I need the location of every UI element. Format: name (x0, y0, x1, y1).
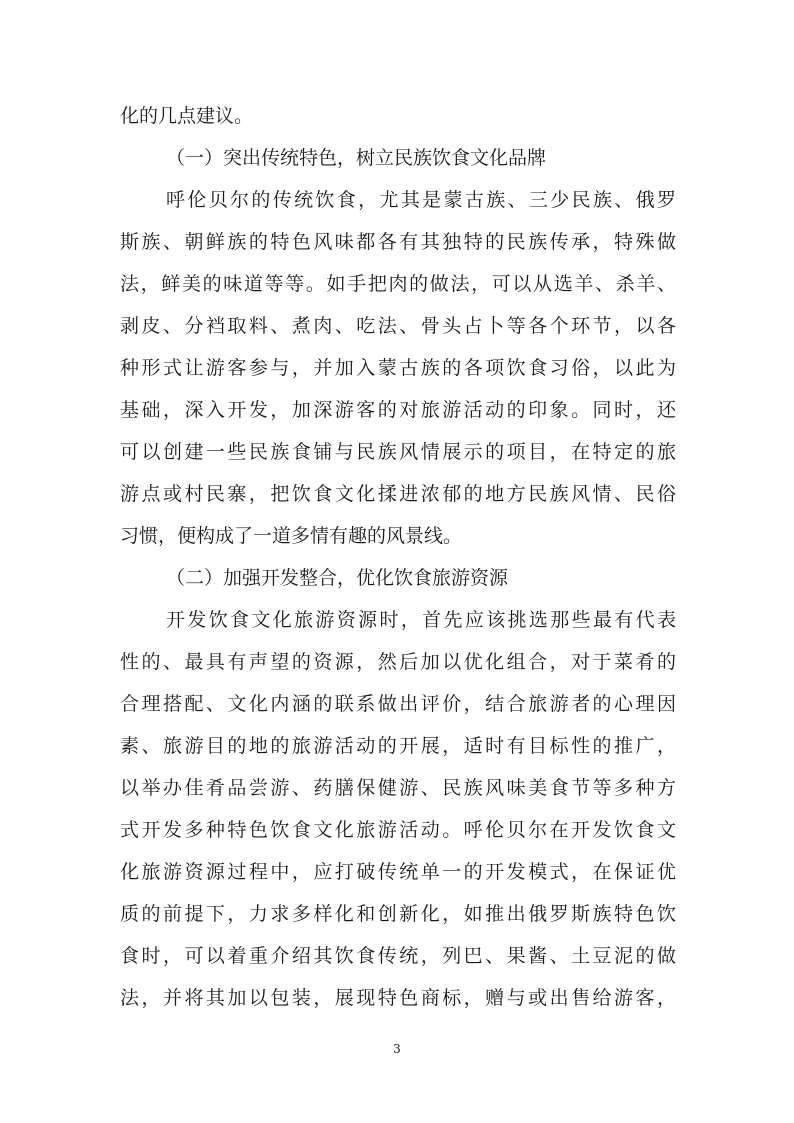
paragraph-line: 开发饮食文化旅游资源时，首先应该挑选那些最有代表 (166, 609, 676, 631)
paragraph-line: 斯族、朝鲜族的特色风味都各有其独特的民族传承，特殊做 (120, 231, 676, 253)
paragraph-line: 合理搭配、文化内涵的联系做出评价，结合旅游者的心理因 (120, 693, 676, 715)
paragraph-line: 法，鲜美的味道等等。如手把肉的做法，可以从选羊、杀羊、 (120, 273, 676, 295)
page-number: 3 (393, 1042, 401, 1056)
section-heading: （一）突出传统特色，树立民族饮食文化品牌 (166, 147, 547, 169)
paragraph-line: 法，并将其加以包装，展现特色商标，赠与或出售给游客， (120, 987, 676, 1009)
paragraph-line: 式开发多种特色饮食文化旅游活动。呼伦贝尔在开发饮食文 (120, 819, 676, 841)
paragraph-line: 习惯，便构成了一道多情有趣的风景线。 (120, 525, 463, 547)
paragraph-line: 性的、最具有声望的资源，然后加以优化组合，对于菜肴的 (120, 651, 676, 673)
paragraph-line: 食时，可以着重介绍其饮食传统，列巴、果酱、土豆泥的做 (120, 945, 676, 967)
paragraph-line: 素、旅游目的地的旅游活动的开展，适时有目标性的推广， (120, 735, 676, 757)
paragraph-line: 化旅游资源过程中，应打破传统单一的开发模式，在保证优 (120, 861, 676, 883)
paragraph-line: 化的几点建议。 (120, 105, 254, 127)
paragraph-line: 基础，深入开发，加深游客的对旅游活动的印象。同时，还 (120, 399, 676, 421)
paragraph-line: 呼伦贝尔的传统饮食，尤其是蒙古族、三少民族、俄罗 (166, 189, 676, 211)
paragraph-line: 可以创建一些民族食铺与民族风情展示的项目，在特定的旅 (120, 441, 676, 463)
paragraph-line: 种形式让游客参与，并加入蒙古族的各项饮食习俗，以此为 (120, 357, 676, 379)
paragraph-line: 游点或村民寨，把饮食文化揉进浓郁的地方民族风情、民俗 (120, 483, 676, 505)
paragraph-line: 剥皮、分裆取料、煮肉、吃法、骨头占卜等各个环节，以各 (120, 315, 676, 337)
paragraph-line: 质的前提下，力求多样化和创新化，如推出俄罗斯族特色饮 (120, 903, 676, 925)
paragraph-line: 以举办佳肴品尝游、药膳保健游、民族风味美食节等多种方 (120, 777, 676, 799)
section-heading: （二）加强开发整合，优化饮食旅游资源 (166, 567, 509, 589)
